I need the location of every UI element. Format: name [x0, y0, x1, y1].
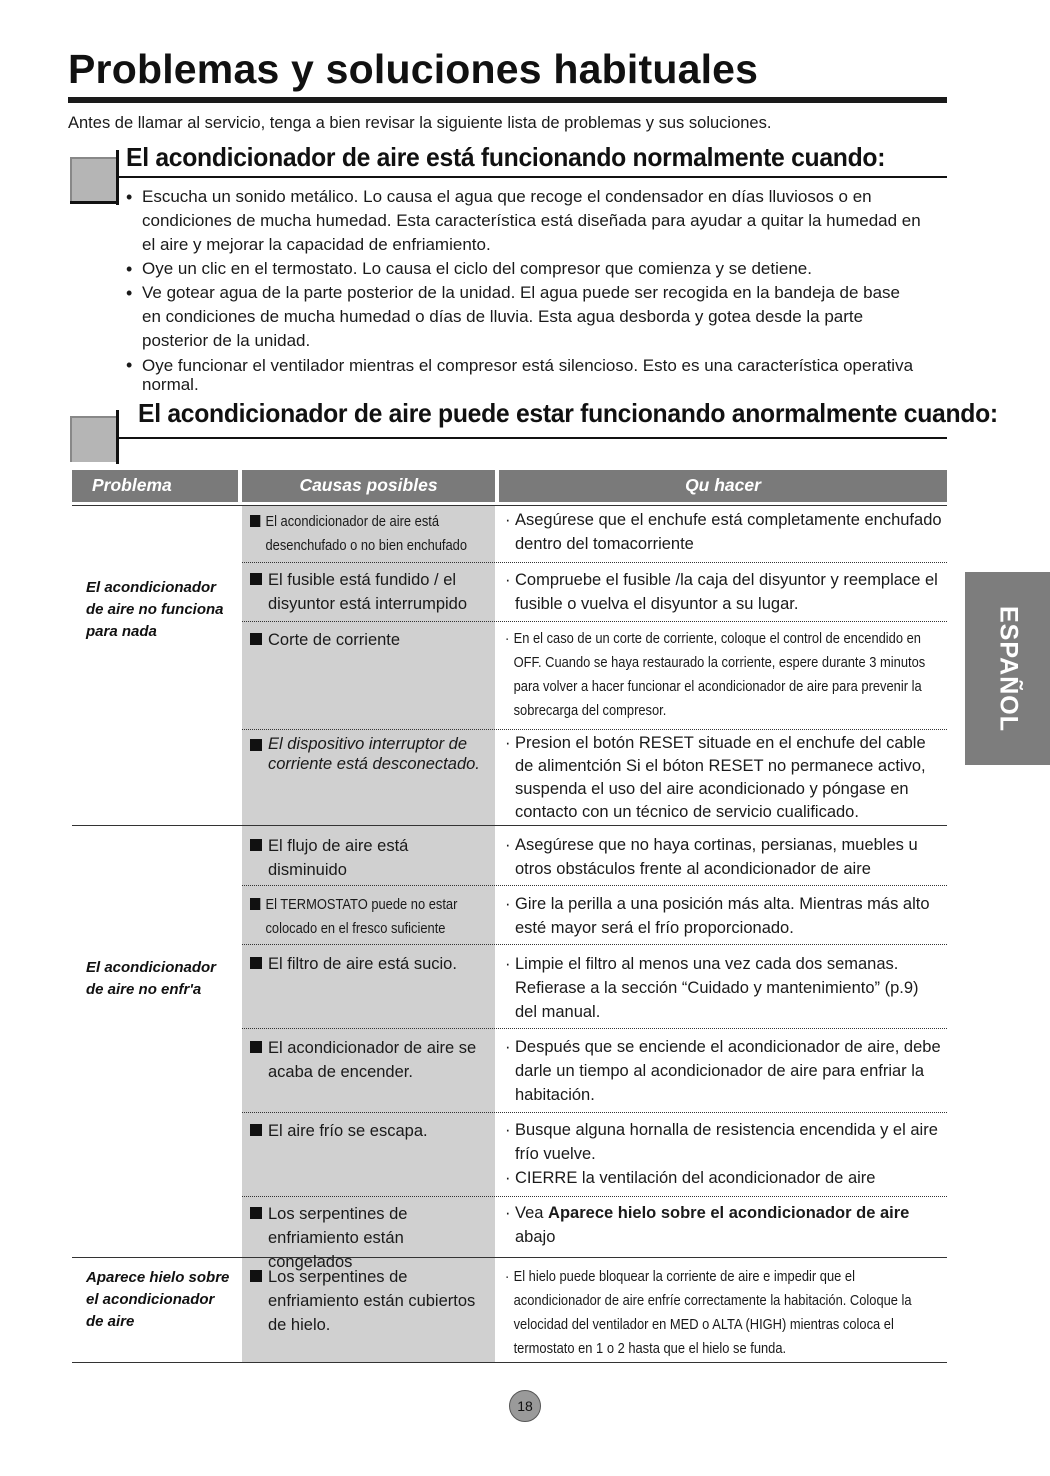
square-bullet-icon: [250, 1207, 262, 1219]
row-divider: [242, 1112, 947, 1113]
list-item: • Oye funcionar el ventilador mientras el compresor está silencioso. Esto es una característica operativa normal.: [122, 356, 922, 394]
solution-cell: · Asegúrese que el enchufe está completamente enchufado dentro del tomacorriente: [505, 511, 942, 553]
problem-label: El acondicionador de aire no funciona para nada: [86, 579, 224, 640]
list-item: • Ve gotear agua de la parte posterior de la unidad. El agua puede ser recogida en la bandeja de base en condiciones de mucha humedad o días de lluvia. Esta agua desborda y gotea desde la parte posterior de la unidad.: [122, 281, 922, 353]
row-divider: [242, 729, 947, 730]
section-marker-box: [70, 416, 116, 462]
square-bullet-icon: [250, 1124, 262, 1136]
language-side-tab: [965, 572, 1050, 765]
row-divider: [242, 1028, 947, 1029]
solution-cell: · En el caso de un corte de corriente, coloque el control de encendido en OFF. Cuando se haya restaurado la corriente, espere durante 3 minutos para volver a hacer funcionar el acondicionador de aire para prevenir la sobrecarga del compresor.: [505, 630, 926, 719]
row-divider: [242, 562, 947, 563]
square-bullet-icon: [250, 633, 262, 645]
cause-cell: El filtro de aire está sucio.: [250, 952, 490, 976]
square-bullet-icon: [250, 957, 262, 969]
square-bullet-icon: [250, 898, 260, 910]
intro-text: Antes de llamar al servicio, tenga a bien revisar la siguiente lista de problemas y sus soluciones.: [68, 114, 772, 132]
group-divider: [72, 1362, 947, 1363]
square-bullet-icon: [250, 1270, 262, 1282]
section-marker-underbar: [70, 201, 119, 204]
row-divider: [242, 1196, 947, 1197]
page-number-badge: 18: [509, 1390, 541, 1422]
cross-reference: Aparece hielo sobre el acondicionador de aire: [548, 1204, 910, 1222]
solution-cell: · Asegúrese que no haya cortinas, persianas, muebles u otros obstáculos frente al acondicionador de aire: [505, 836, 918, 878]
cause-cell: El acondicionador de aire se acaba de encender.: [250, 1036, 490, 1084]
cause-cell: Los serpentines de enfriamiento están congelados: [250, 1202, 490, 1274]
group-divider: [72, 1257, 947, 1258]
row-divider: [242, 621, 947, 622]
cause-cell: El flujo de aire está disminuido: [250, 834, 490, 882]
problem-label: Aparece hielo sobre el acondicionador de aire: [86, 1269, 230, 1330]
cause-cell: Corte de corriente: [250, 628, 490, 652]
solution-cell: · Después que se enciende el acondicionador de aire, debe darle un tiempo al acondicionador de aire para enfriar la habitación.: [505, 1038, 941, 1104]
row-divider: [242, 944, 947, 945]
solution-cell: · Busque alguna hornalla de resistencia encendida y el aire frío vuelve.: [505, 1121, 938, 1163]
solution-cell: · Gire la perilla a una posición más alta. Mientras más alto esté mayor será el frío proporcionado.: [505, 895, 930, 937]
row-divider: [242, 885, 947, 886]
normal-section-rule: [118, 176, 947, 178]
title-rule: [68, 97, 947, 103]
square-bullet-icon: [250, 515, 260, 527]
square-bullet-icon: [250, 573, 262, 585]
cause-cell: El aire frío se escapa.: [250, 1119, 490, 1143]
cause-cell: Los serpentines de enfriamiento están cubiertos de hielo.: [250, 1265, 490, 1337]
square-bullet-icon: [250, 1041, 262, 1053]
normal-section-heading: El acondicionador de aire está funcionando normalmente cuando:: [126, 142, 886, 172]
list-item: • Oye un clic en el termostato. Lo causa el ciclo del compresor que comienza y se detiene.: [122, 257, 922, 281]
header-problem: Problema: [72, 470, 238, 502]
square-bullet-icon: [250, 739, 262, 751]
square-bullet-icon: [250, 839, 262, 851]
group-divider: [72, 505, 947, 506]
language-label: ESPAÑOL: [994, 605, 1022, 732]
list-item: • Escucha un sonido metálico. Lo causa el agua que recoge el condensador en días lluviosos o en condiciones de mucha humedad. Esta característica está diseñada para ayudar a quitar la humedad en el aire y mejorar la capacidad de enfriamiento.: [122, 185, 922, 257]
group-divider: [72, 825, 947, 826]
solution-cell: · El hielo puede bloquear la corriente de aire e impedir que el acondicionador de aire enfríe correctamente la habitación. Coloque la velocidad del ventilador en MED o ALTA (HIGH) mientras coloca el termostato en 1 o 2 hasta que el hielo se funda.: [505, 1268, 912, 1357]
solution-cell: · Vea Aparece hielo sobre el acondicionador de aire abajo: [505, 1204, 910, 1246]
section-marker-box: [70, 157, 116, 203]
cause-cell: El dispositivo interruptor de corriente está desconectado.: [250, 734, 490, 774]
page-title: Problemas y soluciones habituales: [68, 46, 759, 92]
abnormal-section-heading: El acondicionador de aire puede estar funcionando anormalmente cuando:: [138, 398, 998, 428]
header-causes: Causas posibles: [242, 470, 495, 502]
solution-cell: · CIERRE la ventilación del acondicionador de aire: [505, 1169, 876, 1187]
solution-cell: · Limpie el filtro al menos una vez cada dos semanas. Refierase a la sección “Cuidado y mantenimiento” (p.9) del manual.: [505, 955, 919, 1021]
problem-label: El acondicionador de aire no enfr'a: [86, 959, 217, 998]
normal-behavior-list: [122, 185, 922, 394]
cause-cell: El TERMOSTATO puede no estar colocado en el fresco suficiente: [250, 893, 493, 941]
solution-cell: · Presion el botón RESET situade en el enchufe del cable de alimentción Si el bóton RESET no permanece activo, suspenda el uso del aire acondicionado y póngase en contacto con un técnico de servicio cualificado.: [505, 734, 926, 821]
cause-cell: El acondicionador de aire está desenchufado o no bien enchufado: [250, 510, 493, 558]
header-what-to-do: Qu hacer: [499, 470, 947, 502]
abnormal-section-rule: [118, 437, 947, 439]
cause-cell: El fusible está fundido / el disyuntor está interrumpido: [250, 568, 490, 616]
solution-cell: · Compruebe el fusible /la caja del disyuntor y reemplace el fusible o vuelva el disyuntor a su lugar.: [505, 571, 938, 613]
